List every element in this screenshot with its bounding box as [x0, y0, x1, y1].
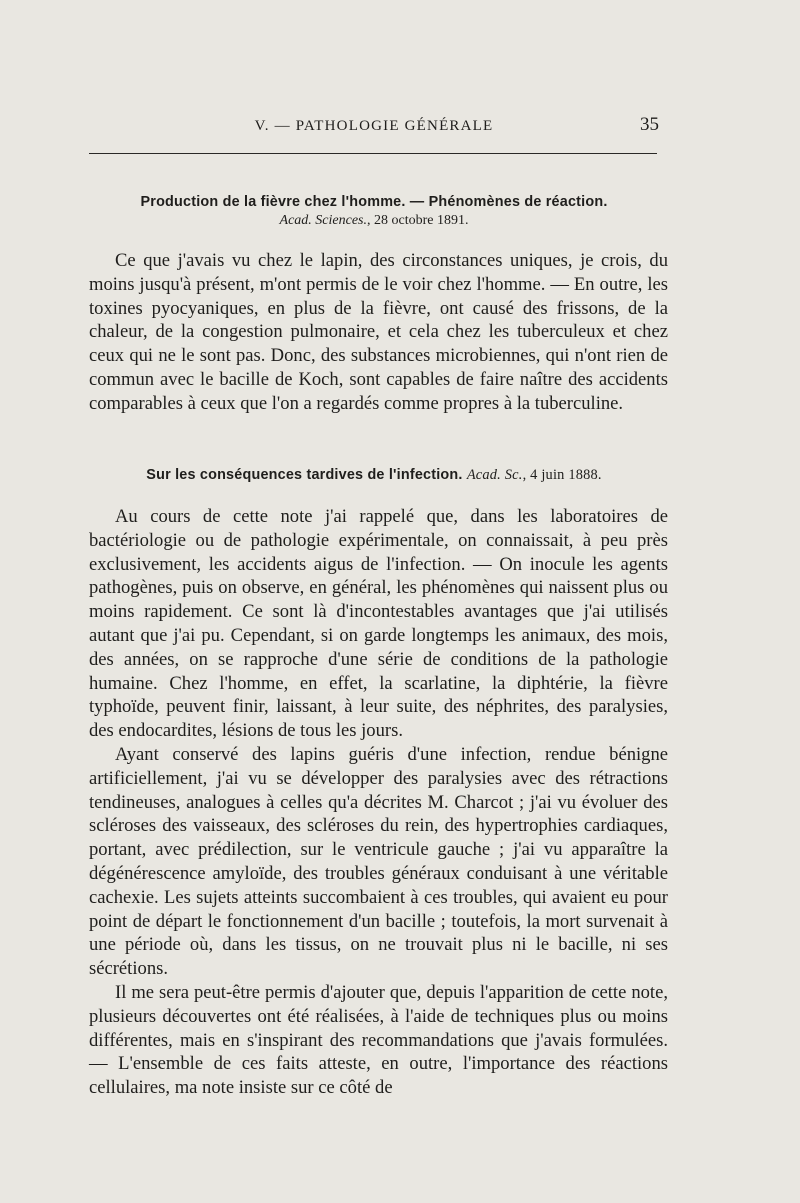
header-rule	[89, 153, 657, 154]
section-2-title-text: Sur les conséquences tardives de l'infection.	[146, 467, 463, 483]
section-1-source	[89, 213, 659, 229]
section-2-source	[467, 467, 602, 483]
section-2-paragraph: Au cours de cette note j'ai rappelé que, dans les laboratoires de bactériologie ou de pathologie expérimentale, on connaissait, à peu près exclusivement, les accidents aigus de l'infection. — On inocule les agents pathogènes, puis on observe, en général, les phénomènes qui naissent plus ou moins rapidement. Ce sont là d'incontestables avantages que j'ai utilisés autant que j'ai pu. Cependant, si on garde longtemps les animaux, des mois, des années, on se rapproche d'une série de conditions de la pathologie humaine. Chez l'homme, en effet, la scarlatine, la diphtérie, la fièvre typhoïde, peuvent finir, laissant, à leur suite, des néphrites, des paralysies, des endocardites, lésions de tous les jours.	[89, 506, 668, 742]
section-2-title	[89, 467, 659, 484]
running-head: V. — PATHOLOGIE GÉNÉRALE	[254, 118, 494, 134]
section-1-title: Production de la fièvre chez l'homme. — Phénomènes de réaction.	[140, 194, 608, 210]
section-2-paragraph: Il me sera peut-être permis d'ajouter que, depuis l'apparition de cette note, plusieurs découvertes ont été réalisées, à l'aide de techniques plus ou moins différentes, mais en s'inspirant des recommandations que j'avais formulées. — L'ensemble de ces faits atteste, en outre, l'importance des réactions cellulaires, ma note insiste sur ce côté de	[89, 981, 668, 1099]
section-2-paragraph: Ayant conservé des lapins guéris d'une infection, rendue bénigne artificiellement, j'ai vu se développer des paralysies avec des rétractions tendineuses, analogues à celles qu'a décrites M. Charcot ; j'ai vu évoluer des scléroses des vaisseaux, des scléroses du rein, des hypertrophies cardiaques, portant, avec prédilection, sur le ventricule gauche ; j'ai vu apparaître la dégénérescence amyloïde, des troubles généraux conduisant à une véritable cachexie. Les sujets atteints succombaient à ces troubles, qui avaient eu pour point de départ le fonctionnement d'un bacille ; toutefois, la mort survenait à une période où, dans les tissus, on ne trouvait plus ni le bacille, ni ses sécrétions.	[89, 743, 668, 980]
page-number: 35	[640, 114, 659, 135]
page-header	[89, 114, 659, 144]
section-1-date: , 28 octobre 1891.	[366, 213, 469, 228]
section-1-paragraph: Ce que j'avais vu chez le lapin, des circonstances uniques, je crois, du moins jusqu'à présent, m'ont permis de le voir chez l'homme. — En outre, les toxines pyocyaniques, en plus de la fièvre, ont causé des frissons, de la chaleur, de la congestion pulmonaire, et cela chez les tuberculeux et chez ceux qui ne le sont pas. Donc, des substances microbiennes, qui n'ont rien de commun avec le bacille de Koch, sont capables de faire naître des accidents comparables à ceux que l'on a regardés comme propres à la tuberculine.	[89, 250, 668, 414]
section-2-body	[89, 505, 668, 1100]
section-2-journal: Acad. Sc.	[466, 467, 523, 483]
section-2-date: , 4 juin 1888.	[522, 467, 602, 483]
section-1-journal: Acad. Sciences.	[279, 213, 367, 228]
section-1-body	[89, 249, 668, 416]
